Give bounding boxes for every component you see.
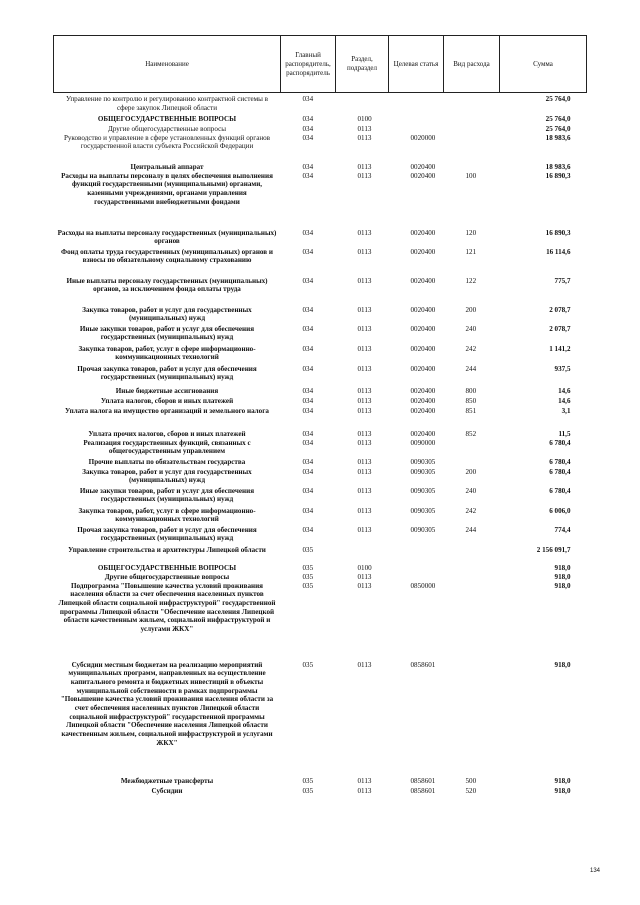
row-expense-type (444, 458, 500, 468)
table-row (54, 172, 587, 229)
table-row (54, 458, 587, 468)
table-row (54, 487, 587, 507)
row-sum: 11,5 (558, 429, 571, 438)
table-row (54, 397, 587, 407)
row-expense-type: 244 (465, 364, 477, 373)
row-expense-type: 100 (465, 171, 477, 180)
row-sum: 6 780,4 (549, 486, 571, 495)
row-sum: 25 764,0 (545, 124, 571, 133)
row-razdel: 0113 (357, 162, 372, 171)
table-row (54, 365, 587, 387)
row-grbs: 034 (302, 457, 314, 466)
row-name: Другие общегосударственные вопросы (104, 572, 230, 581)
row-target-article: 0020400 (410, 276, 436, 285)
row-name: Закупка товаров, работ, услуг в сфере информационно-коммуникационных технологий (78, 506, 256, 524)
table-row (54, 777, 587, 787)
row-grbs: 034 (302, 396, 314, 405)
row-target-article (389, 93, 444, 115)
row-expense-type: 200 (465, 305, 477, 314)
row-grbs: 035 (302, 572, 314, 581)
row-sum: 6 780,4 (549, 467, 571, 476)
col-header-grbs: Главный распорядитель, распорядитель (281, 36, 336, 93)
row-razdel: 0100 (357, 114, 372, 123)
row-expense-type: 240 (465, 324, 477, 333)
row-expense-type: 200 (465, 467, 477, 476)
row-sum: 774,4 (554, 525, 571, 534)
row-expense-type: 121 (465, 247, 477, 256)
row-name: ОБЩЕГОСУДАРСТВЕННЫЕ ВОПРОСЫ (97, 114, 237, 123)
row-name: Закупка товаров, работ и услуг для государственных (муниципальных) нужд (82, 467, 252, 485)
page-number: 134 (589, 868, 600, 874)
row-sum: 16 114,6 (546, 247, 571, 256)
row-sum: 14,6 (558, 386, 571, 395)
row-sum: 775,7 (554, 276, 571, 285)
row-target-article: 0850000 (410, 581, 436, 590)
budget-table (53, 35, 587, 797)
row-razdel: 0113 (357, 406, 372, 415)
table-row (54, 306, 587, 325)
row-razdel (336, 93, 389, 115)
row-sum: 18 983,6 (545, 162, 571, 171)
table-row (54, 93, 587, 115)
row-name: Расходы на выплаты персоналу государственных (муниципальных) органов (57, 228, 277, 246)
row-name: Субсидии местным бюджетам на реализацию мероприятий муниципальных программ, направленных на осуществление капитального ремонта и бюджетных инвестиций в объекты муниципальной собственности в рамках подпрограммы "Повышение качества условий проживания населения области за счет обеспечения населенных пунктов Липецкой области социальной инфраструктурой" государственной программы Липецкой области "Обеспечение населения Липецкой области качественным жильем, социальной инфраструктурой и услугами ЖКХ" (60, 660, 274, 747)
row-razdel: 0113 (357, 438, 372, 447)
table-row (54, 163, 587, 172)
row-name: Фонд оплаты труда государственных (муниципальных) органов и взносы по обязательному социальному страхованию (60, 247, 273, 265)
row-expense-type: 851 (465, 406, 477, 415)
row-grbs: 034 (302, 406, 314, 415)
row-grbs: 034 (302, 438, 314, 447)
row-razdel: 0113 (357, 276, 372, 285)
table-row (54, 507, 587, 526)
row-razdel: 0113 (357, 506, 372, 515)
row-target-article: 0020400 (410, 396, 436, 405)
row-grbs: 034 (302, 364, 314, 373)
row-grbs: 034 (302, 386, 314, 395)
row-sum: 16 890,3 (545, 228, 571, 237)
row-grbs: 034 (302, 247, 314, 256)
row-grbs: 034 (302, 344, 314, 353)
row-razdel: 0113 (357, 581, 372, 590)
row-target-article: 0090305 (410, 486, 436, 495)
table-row (54, 573, 587, 582)
row-name: Расходы на выплаты персоналу в целях обеспечения выполнения функций государственными (муниципальными) органами, казенными учреждениями, органами управления государственными внебюджетными фондами (61, 171, 273, 206)
row-grbs: 034 (302, 228, 314, 237)
row-grbs: 034 (302, 133, 314, 142)
table-row (54, 419, 587, 439)
row-sum: 2 078,7 (549, 324, 571, 333)
row-target-article (389, 573, 444, 582)
row-name: Прочая закупка товаров, работ и услуг для обеспечения государственных (муниципальных) нужд (77, 525, 257, 543)
row-target-article: 0090305 (410, 506, 436, 515)
row-sum: 918,0 (554, 563, 571, 572)
row-target-article: 0020400 (410, 228, 436, 237)
row-name: Уплата налогов, сборов и иных платежей (100, 396, 234, 405)
row-target-article: 0020400 (410, 429, 436, 438)
row-razdel: 0113 (357, 525, 372, 534)
row-sum: 918,0 (554, 660, 571, 669)
row-expense-type: 852 (465, 429, 477, 438)
row-sum: 2 078,7 (549, 305, 571, 314)
row-razdel: 0113 (357, 344, 372, 353)
row-sum: 2 156 091,7 (536, 545, 571, 554)
row-target-article: 0020400 (410, 406, 436, 415)
row-razdel (336, 546, 389, 564)
row-sum: 918,0 (554, 776, 571, 785)
row-razdel: 0113 (357, 386, 372, 395)
row-expense-type (444, 564, 500, 573)
row-grbs: 035 (302, 660, 314, 669)
row-expense-type: 850 (465, 396, 477, 405)
row-grbs: 034 (302, 114, 314, 123)
row-target-article: 0858601 (410, 776, 436, 785)
row-sum: 25 764,0 (545, 114, 571, 123)
row-expense-type (444, 163, 500, 172)
row-name: Реализация государственных функций, связанных с общегосударственным управлением (83, 438, 251, 456)
col-header-razdel: Раздел, подраздел (336, 36, 389, 93)
row-grbs: 034 (302, 276, 314, 285)
row-expense-type: 520 (465, 786, 477, 795)
row-target-article: 0090305 (410, 467, 436, 476)
table-row (54, 115, 587, 125)
row-expense-type: 240 (465, 486, 477, 495)
row-target-article: 0090305 (410, 457, 436, 466)
row-expense-type: 122 (465, 276, 477, 285)
row-target-article: 0020400 (410, 305, 436, 314)
table-row (54, 661, 587, 777)
row-razdel: 0113 (357, 133, 372, 142)
table-row (54, 325, 587, 345)
row-name: Иные закупки товаров, работ и услуг для обеспечения государственных (муниципальных) нужд (79, 324, 255, 342)
table-row (54, 387, 587, 397)
row-expense-type (444, 661, 500, 777)
row-grbs: 034 (302, 486, 314, 495)
row-expense-type (444, 93, 500, 115)
row-razdel: 0113 (357, 324, 372, 333)
row-expense-type (444, 546, 500, 564)
row-razdel: 0113 (357, 776, 372, 785)
row-target-article (389, 115, 444, 125)
row-razdel: 0113 (357, 305, 372, 314)
col-header-sum: Сумма (500, 36, 587, 93)
table-row (54, 468, 587, 487)
row-grbs: 034 (302, 305, 314, 314)
row-razdel: 0113 (357, 364, 372, 373)
row-razdel: 0113 (357, 457, 372, 466)
row-expense-type: 242 (465, 344, 477, 353)
table-row (54, 125, 587, 134)
row-razdel: 0113 (357, 228, 372, 237)
table-row (54, 582, 587, 661)
row-sum: 6 780,4 (549, 438, 571, 447)
row-sum: 16 890,3 (545, 171, 571, 180)
row-target-article (389, 125, 444, 134)
col-header-target: Целевая статья (389, 36, 444, 93)
row-sum: 14,6 (558, 396, 571, 405)
row-sum: 18 983,6 (545, 133, 571, 142)
col-header-expense-type: Вид расхода (444, 36, 500, 93)
row-name: Иные бюджетные ассигнования (115, 386, 219, 395)
row-target-article: 0020400 (410, 386, 436, 395)
row-name: ОБЩЕГОСУДАРСТВЕННЫЕ ВОПРОСЫ (97, 563, 237, 572)
row-sum: 1 141,2 (549, 344, 571, 353)
row-expense-type (444, 134, 500, 163)
row-grbs: 035 (302, 581, 314, 590)
row-sum: 918,0 (554, 786, 571, 795)
row-target-article (389, 564, 444, 573)
row-expense-type (444, 582, 500, 661)
row-expense-type (444, 115, 500, 125)
table-row (54, 546, 587, 564)
row-expense-type: 242 (465, 506, 477, 515)
row-grbs: 035 (302, 776, 314, 785)
row-expense-type (444, 573, 500, 582)
table-row (54, 277, 587, 306)
row-name: Управление по контролю и регулированию контрактной системы в сфере закупок Липецкой области (65, 95, 268, 112)
row-sum: 3,1 (561, 406, 571, 415)
row-sum: 6 780,4 (549, 457, 571, 466)
row-name: Прочая закупка товаров, работ и услуг для обеспечения государственных (муниципальных) нужд (77, 364, 257, 382)
row-name: Закупка товаров, работ, услуг в сфере информационно-коммуникационных технологий (78, 344, 256, 362)
row-expense-type (444, 439, 500, 458)
row-razdel: 0113 (357, 572, 372, 581)
table-row (54, 526, 587, 546)
row-razdel: 0113 (357, 396, 372, 405)
row-name: Подпрограмма "Повышение качества условий проживания населения области за счет обеспечения населенных пунктов Липецкой области социальной инфраструктурой" государственной программы Липецкой области "Обеспечение населения Липецкой области качественным жильем, социальной инфраструктурой и услугами ЖКХ" (58, 581, 276, 634)
table-row (54, 345, 587, 365)
table-row (54, 407, 587, 419)
row-name: Межбюджетные трансферты (120, 776, 214, 785)
row-target-article (389, 546, 444, 564)
row-razdel: 0113 (357, 486, 372, 495)
row-grbs: 034 (302, 124, 314, 133)
row-expense-type: 244 (465, 525, 477, 534)
row-expense-type: 120 (465, 228, 477, 237)
row-target-article: 0020000 (410, 133, 436, 142)
row-expense-type: 800 (465, 386, 477, 395)
row-grbs: 034 (302, 162, 314, 171)
row-razdel: 0100 (357, 563, 372, 572)
row-name: Субсидии (151, 786, 183, 795)
row-target-article: 0090000 (410, 438, 436, 447)
row-name: Прочие выплаты по обязательствам государства (88, 457, 246, 466)
row-razdel: 0113 (357, 786, 372, 795)
row-razdel: 0113 (357, 171, 372, 180)
row-grbs: 034 (302, 95, 314, 103)
table-row (54, 787, 587, 797)
row-sum: 918,0 (554, 572, 571, 581)
row-name: Иные выплаты персоналу государственных (муниципальных) органов, за исключением фонда оплаты труда (66, 276, 268, 294)
table-row (54, 229, 587, 248)
row-target-article: 0020400 (410, 364, 436, 373)
row-expense-type: 500 (465, 776, 477, 785)
row-razdel: 0113 (357, 124, 372, 133)
row-name: Другие общегосударственные вопросы (108, 124, 226, 133)
row-name: Уплата налога на имущество организаций и земельного налога (65, 406, 269, 415)
row-name: Руководство и управление в сфере установленных функций органов государственной власти субъекта Российской Федерации (63, 133, 271, 151)
row-sum: 918,0 (554, 581, 571, 590)
row-grbs: 035 (302, 786, 314, 795)
row-target-article: 0090305 (410, 525, 436, 534)
row-name: Иные закупки товаров, работ и услуг для обеспечения государственных (муниципальных) нужд (79, 486, 255, 504)
row-sum: 937,5 (554, 364, 571, 373)
row-sum: 25 764,0 (545, 95, 571, 103)
row-target-article: 0020400 (410, 162, 436, 171)
row-sum: 6 006,0 (549, 506, 571, 515)
row-name: Центральный аппарат (130, 162, 204, 171)
row-razdel: 0113 (357, 467, 372, 476)
row-razdel: 0113 (357, 660, 372, 669)
table-row (54, 248, 587, 277)
row-target-article: 0020400 (410, 344, 436, 353)
table-row (54, 564, 587, 573)
row-expense-type (444, 125, 500, 134)
table-header-row (54, 36, 587, 93)
row-grbs: 034 (302, 525, 314, 534)
row-target-article: 0858601 (410, 660, 436, 669)
row-razdel: 0113 (357, 247, 372, 256)
row-grbs: 035 (302, 563, 314, 572)
row-grbs: 034 (302, 506, 314, 515)
row-name: Закупка товаров, работ и услуг для государственных (муниципальных) нужд (82, 305, 252, 323)
row-grbs: 034 (302, 171, 314, 180)
row-razdel: 0113 (357, 429, 372, 438)
row-target-article: 0858601 (410, 786, 436, 795)
col-header-name: Наименование (54, 36, 281, 93)
row-grbs: 034 (302, 467, 314, 476)
row-target-article: 0020400 (410, 247, 436, 256)
row-name: Уплата прочих налогов, сборов и иных платежей (88, 429, 246, 438)
row-target-article: 0020400 (410, 324, 436, 333)
row-target-article: 0020400 (410, 171, 436, 180)
row-grbs: 034 (302, 429, 314, 438)
row-grbs: 034 (302, 324, 314, 333)
table-row (54, 439, 587, 458)
row-name: Управление строительства и архитектуры Липецкой области (68, 545, 266, 554)
table-row (54, 134, 587, 163)
budget-document (53, 35, 586, 797)
row-grbs: 035 (302, 545, 314, 554)
